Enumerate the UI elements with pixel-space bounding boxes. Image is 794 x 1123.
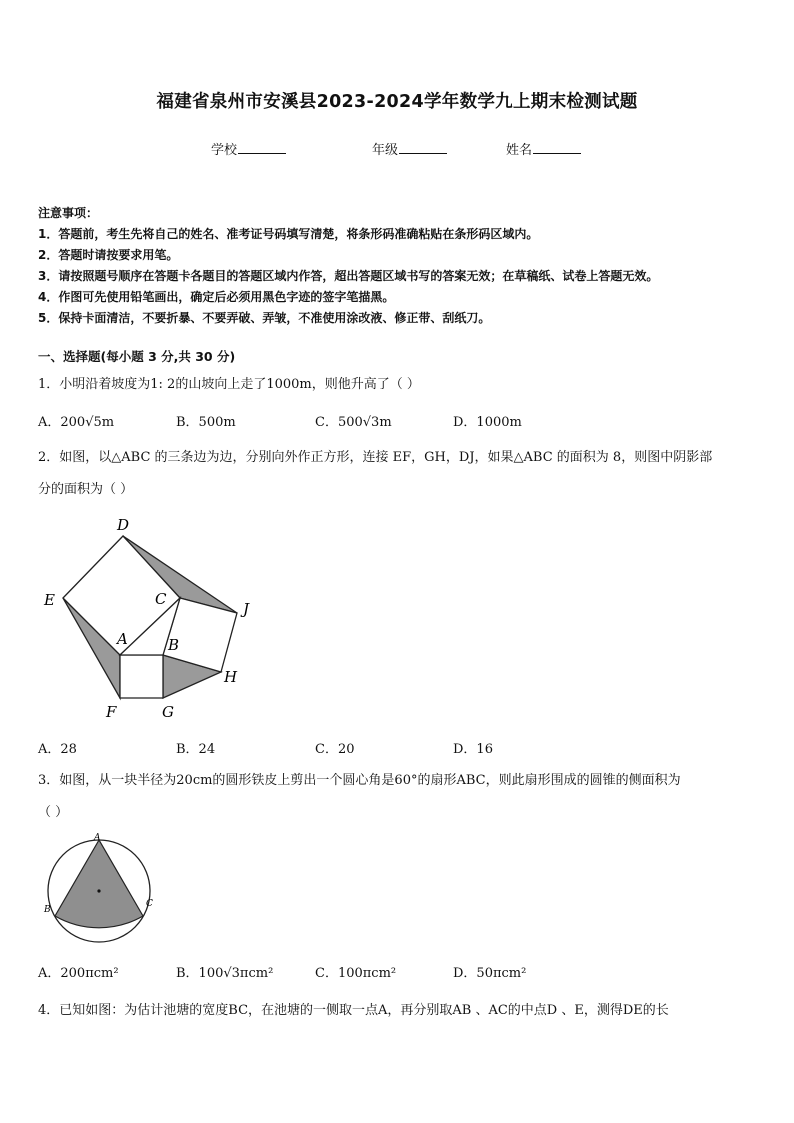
q2-option-b[interactable]: B．24 [176, 742, 216, 757]
notes-heading: 注意事项： [38, 206, 99, 220]
question-2-stem-line1: 2．如图，以△ABC 的三条边为边，分别向外作正方形，连接 EF，GH，DJ，如果△ABC 的面积为 8，则图中阴影部 [38, 450, 713, 465]
q1-option-a[interactable]: A．200√5m [38, 415, 115, 430]
label-g: G [162, 703, 174, 721]
label-j: J [243, 600, 250, 618]
question-2-stem-line2: 分的面积为（ ） [38, 482, 134, 497]
label-f: F [106, 703, 117, 721]
grade-label: 年级 [372, 143, 399, 158]
section-heading: 一、选择题(每小题 3 分,共 30 分) [38, 349, 236, 364]
q3-option-a[interactable]: A．200πcm² [38, 966, 119, 981]
school-label: 学校 [211, 143, 238, 158]
name-field[interactable] [506, 139, 581, 158]
label-c: C [146, 899, 153, 909]
q1-option-b[interactable]: B．500m [176, 415, 236, 430]
q3-figure [38, 830, 164, 946]
note-item: 2．答题时请按要求用笔。 [38, 248, 179, 262]
square-ab [120, 655, 163, 698]
label-a: A [94, 833, 101, 843]
q2-figure [38, 510, 260, 722]
note-item: 3．请按照题号顺序在答题卡各题目的答题区域内作答，超出答题区域书写的答案无效；在草稿纸、试卷上答题无效。 [38, 269, 659, 283]
question-1-stem: 1．小明沿着坡度为1: 2的山坡向上走了1000m，则他升高了（ ） [38, 377, 420, 392]
note-item: 1．答题前，考生先将自己的姓名、准考证号码填写清楚，将条形码准确粘贴在条形码区域内。 [38, 227, 539, 241]
question-3-stem-line2: （ ） [38, 805, 69, 820]
school-field[interactable] [211, 139, 286, 158]
label-e: E [44, 591, 55, 609]
page-title: 福建省泉州市安溪县2023-2024学年数学九上期末检测试题 [156, 92, 638, 112]
q3-option-b[interactable]: B．100√3πcm² [176, 966, 274, 981]
note-item: 5．保持卡面清洁，不要折暴、不要弄破、弄皱，不准使用涂改液、修正带、刮纸刀。 [38, 311, 491, 325]
label-h: H [224, 668, 238, 686]
name-label: 姓名 [506, 143, 533, 158]
label-b: B [44, 905, 51, 915]
question-4-stem: 4．已知如图：为估计池塘的宽度BC，在池塘的一侧取一点A，再分别取AB 、AC的中点D 、E，测得DE的长 [38, 1003, 669, 1018]
label-b: B [168, 636, 180, 654]
label-a: A [117, 630, 128, 648]
note-item: 4．作图可先使用铅笔画出，确定后必须用黑色字迹的签字笔描黑。 [38, 290, 395, 304]
q2-option-a[interactable]: A．28 [38, 742, 77, 757]
grade-field[interactable] [372, 139, 447, 158]
q2-option-d[interactable]: D．16 [453, 742, 493, 757]
label-c: C [155, 590, 167, 608]
q2-option-c[interactable]: C．20 [315, 742, 355, 757]
q3-option-c[interactable]: C．100πcm² [315, 966, 397, 981]
q1-option-c[interactable]: C．500√3m [315, 415, 392, 430]
q1-option-d[interactable]: D．1000m [453, 415, 522, 430]
center-dot [97, 889, 100, 892]
question-3-stem-line1: 3．如图，从一块半径为20cm的圆形铁皮上剪出一个圆心角是60°的扇形ABC，则此扇形围成的圆锥的侧面积为 [38, 773, 681, 788]
q3-option-d[interactable]: D．50πcm² [453, 966, 527, 981]
notes-section [38, 203, 658, 329]
label-d: D [117, 516, 130, 534]
